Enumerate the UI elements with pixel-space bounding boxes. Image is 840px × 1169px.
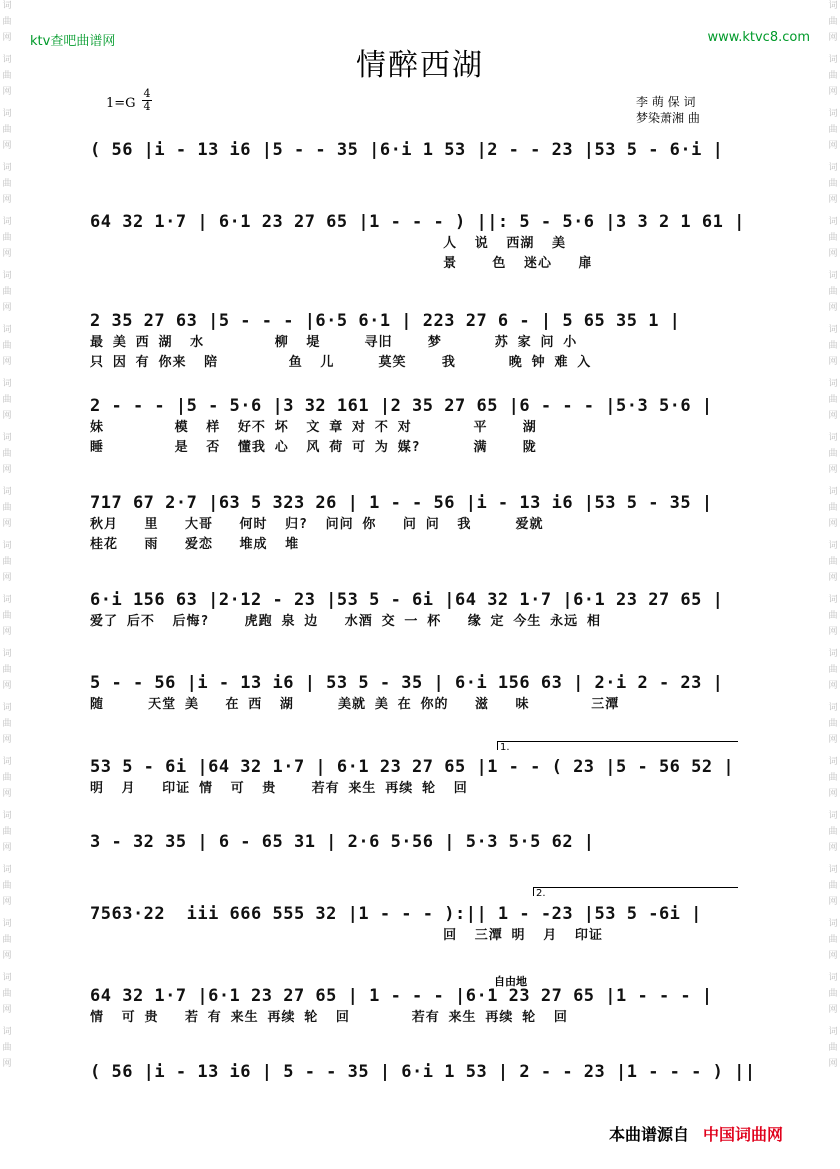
watermark-group: [826, 918, 840, 962]
watermark-group: [826, 648, 840, 692]
watermark-char: 曲: [2, 827, 12, 837]
watermark-char: 曲: [828, 71, 838, 81]
watermark-char: 曲: [2, 881, 12, 891]
watermark-char: 词: [828, 865, 838, 875]
score-system: [90, 904, 750, 944]
watermark-group: [826, 0, 840, 44]
score-system: [90, 493, 750, 553]
watermark-char: 曲: [828, 827, 838, 837]
watermark-char: 曲: [2, 773, 12, 783]
lyric-line: 人 说 西湖 美: [90, 236, 567, 251]
lyric-line: 明 月 印证 情 可 贵 若有 来生 再续 轮 回: [90, 781, 468, 796]
watermark-group: [0, 0, 14, 44]
lyric-line: 景 色 迷心 扉: [90, 256, 593, 271]
watermark-char: 曲: [828, 395, 838, 405]
watermark-char: 词: [2, 541, 12, 551]
watermark-char: 网: [2, 573, 12, 583]
watermark-char: 网: [2, 87, 12, 97]
watermark-char: 词: [828, 757, 838, 767]
watermark-group: [826, 540, 840, 584]
song-title: 情醉西湖: [356, 48, 484, 83]
watermark-group: [0, 864, 14, 908]
watermark-group: [0, 756, 14, 800]
watermark-char: 曲: [2, 287, 12, 297]
notation-line: ( 56 |i - 13 i6 |5 - - 35 |6·i 1 53 |2 - - 23 |53 5 - 6·i |: [90, 140, 724, 160]
watermark-char: 网: [2, 735, 12, 745]
watermark-char: 词: [828, 1, 838, 11]
watermark-char: 曲: [828, 665, 838, 675]
footer-source-label: 本曲谱源自: [609, 1125, 690, 1144]
watermark-char: 词: [2, 433, 12, 443]
lyric-line: 随 天堂 美 在 西 湖 美就 美 在 你的 滋 味 三潭: [90, 697, 620, 712]
watermark-char: 曲: [2, 71, 12, 81]
score-system: [90, 311, 750, 371]
watermark-char: 词: [2, 217, 12, 227]
watermark-char: 词: [828, 325, 838, 335]
watermark-char: 曲: [2, 1043, 12, 1053]
watermark-char: 词: [2, 811, 12, 821]
watermark-char: 词: [2, 649, 12, 659]
watermark-char: 网: [828, 897, 838, 907]
watermark-char: 词: [2, 55, 12, 65]
watermark-char: 网: [2, 195, 12, 205]
watermark-char: 曲: [2, 989, 12, 999]
watermark-char: 曲: [2, 665, 12, 675]
watermark-char: 词: [828, 1027, 838, 1037]
score-system: [90, 832, 750, 852]
watermark-char: 曲: [828, 1043, 838, 1053]
watermark-group: [826, 810, 840, 854]
watermark-char: 网: [2, 627, 12, 637]
watermark-group: [0, 972, 14, 1016]
notation-line: 2 - - - |5 - 5·6 |3 32 161 |2 35 27 65 |6 - - - |5·3 5·6 |: [90, 396, 713, 416]
lyricist: 李 萌 保 词: [636, 95, 696, 109]
watermark-char: 词: [2, 163, 12, 173]
lyric-line: 妹 模 样 好不 坏 文 章 对 不 对 平 湖: [90, 420, 537, 435]
watermark-group: [0, 1026, 14, 1070]
watermark-char: 词: [2, 379, 12, 389]
watermark-char: 曲: [828, 881, 838, 891]
notation-line: 717 67 2·7 |63 5 323 26 | 1 - - 56 |i - 13 i6 |53 5 - 35 |: [90, 493, 713, 513]
watermark-char: 曲: [828, 341, 838, 351]
watermark-char: 网: [828, 1005, 838, 1015]
score-system: [90, 212, 750, 272]
watermark-char: 曲: [2, 17, 12, 27]
watermark-char: 网: [828, 573, 838, 583]
watermark-char: 曲: [2, 611, 12, 621]
score-system: [90, 1062, 756, 1082]
watermark-char: 曲: [2, 341, 12, 351]
watermark-char: 词: [2, 973, 12, 983]
time-signature: [142, 88, 152, 113]
watermark-group: [826, 864, 840, 908]
watermark-char: 曲: [2, 935, 12, 945]
left-watermark-strip: [0, 0, 14, 1169]
watermark-group: [826, 108, 840, 152]
watermark-char: 网: [828, 249, 838, 259]
watermark-char: 网: [828, 357, 838, 367]
watermark-group: [826, 270, 840, 314]
watermark-char: 曲: [828, 125, 838, 135]
watermark-char: 网: [2, 33, 12, 43]
watermark-group: [826, 1026, 840, 1070]
watermark-char: 网: [2, 843, 12, 853]
notation-line: 6·i 156 63 |2·12 - 23 |53 5 - 6i |64 32 1·7 |6·1 23 27 65 |: [90, 590, 724, 610]
first-ending-bracket: [497, 741, 738, 753]
score-system: [90, 140, 750, 160]
watermark-char: 词: [828, 217, 838, 227]
watermark-char: 网: [2, 519, 12, 529]
lyric-line: 秋月 里 大哥 何时 归? 问问 你 问 问 我 爱就: [90, 517, 544, 532]
watermark-char: 网: [828, 627, 838, 637]
watermark-char: 曲: [828, 233, 838, 243]
watermark-char: 词: [2, 757, 12, 767]
notation-line: 3 - 32 35 | 6 - 65 31 | 2·6 5·56 | 5·3 5·5 62 |: [90, 832, 595, 852]
watermark-char: 词: [828, 55, 838, 65]
watermark-char: 词: [2, 271, 12, 281]
notation-line: 64 32 1·7 | 6·1 23 27 65 |1 - - - ) ||: 5 - 5·6 |3 3 2 1 61 |: [90, 212, 745, 232]
watermark-char: 曲: [828, 287, 838, 297]
watermark-char: 曲: [828, 611, 838, 621]
watermark-char: 网: [828, 303, 838, 313]
notation-line: 2 35 27 63 |5 - - - |6·5 6·1 | 223 27 6 - | 5 65 35 1 |: [90, 311, 681, 331]
lyric-line: 桂花 雨 爱恋 堆成 堆: [90, 537, 300, 552]
lyric-line: 情 可 贵 若 有 来生 再续 轮 回 若有 来生 再续 轮 回: [90, 1010, 568, 1025]
watermark-group: [0, 162, 14, 206]
watermark-group: [0, 486, 14, 530]
watermark-char: 曲: [2, 449, 12, 459]
watermark-char: 词: [828, 379, 838, 389]
watermark-char: 网: [2, 411, 12, 421]
notation-line: 53 5 - 6i |64 32 1·7 | 6·1 23 27 65 |1 - - ( 23 |5 - 56 52 |: [90, 757, 735, 777]
watermark-char: 网: [2, 357, 12, 367]
watermark-char: 曲: [828, 935, 838, 945]
watermark-char: 网: [828, 141, 838, 151]
watermark-group: [0, 810, 14, 854]
watermark-group: [0, 324, 14, 368]
watermark-char: 网: [828, 33, 838, 43]
footer-source-brand: 中国词曲网: [703, 1125, 784, 1144]
watermark-char: 词: [828, 649, 838, 659]
watermark-char: 词: [828, 919, 838, 929]
site-url-right: www.ktvc8.com: [707, 30, 810, 45]
watermark-char: 网: [2, 303, 12, 313]
watermark-group: [0, 594, 14, 638]
watermark-char: 网: [828, 951, 838, 961]
watermark-group: [826, 702, 840, 746]
watermark-char: 词: [2, 1, 12, 11]
watermark-char: 词: [828, 487, 838, 497]
footer-source: [609, 1122, 783, 1145]
watermark-char: 词: [2, 865, 12, 875]
watermark-char: 曲: [828, 557, 838, 567]
watermark-char: 词: [2, 595, 12, 605]
watermark-char: 词: [2, 919, 12, 929]
notation-line: 7563·22 iii 666 555 32 |1 - - - ):|| 1 - -23 |53 5 -6i |: [90, 904, 702, 924]
watermark-char: 网: [828, 195, 838, 205]
watermark-char: 网: [828, 411, 838, 421]
site-name-left: ktv查吧曲谱网: [30, 34, 116, 49]
lyric-line: 爱了 后不 后悔? 虎跑 泉 边 水酒 交 一 杯 缘 定 今生 永远 相: [90, 614, 602, 629]
watermark-group: [826, 324, 840, 368]
score-system: [90, 986, 750, 1026]
watermark-group: [0, 108, 14, 152]
watermark-group: [826, 162, 840, 206]
notation-line: 5 - - 56 |i - 13 i6 | 53 5 - 35 | 6·i 156 63 | 2·i 2 - 23 |: [90, 673, 724, 693]
watermark-char: 曲: [2, 719, 12, 729]
first-ending-label: 1.: [500, 742, 510, 753]
watermark-char: 词: [828, 163, 838, 173]
watermark-group: [0, 918, 14, 962]
watermark-char: 曲: [2, 557, 12, 567]
notation-line: ( 56 |i - 13 i6 | 5 - - 35 | 6·i 1 53 | 2 - - 23 |1 - - - ) ||: [90, 1062, 756, 1082]
tempo-mark: 自由地: [494, 975, 527, 988]
notation-line: 64 32 1·7 |6·1 23 27 65 | 1 - - - |6·1 23 27 65 |1 - - - |: [90, 986, 713, 1006]
score-system: [90, 396, 750, 456]
lyric-line: 只 因 有 你来 陪 鱼 儿 莫笑 我 晚 钟 难 入: [90, 355, 592, 370]
watermark-char: 曲: [828, 503, 838, 513]
watermark-char: 曲: [2, 395, 12, 405]
watermark-char: 网: [828, 735, 838, 745]
time-signature-top: 4: [143, 87, 151, 100]
watermark-char: 曲: [2, 503, 12, 513]
key-signature: 1=G: [106, 96, 136, 111]
credits: [636, 94, 700, 126]
watermark-char: 网: [2, 141, 12, 151]
watermark-group: [826, 972, 840, 1016]
watermark-char: 曲: [2, 125, 12, 135]
watermark-group: [0, 216, 14, 260]
watermark-group: [0, 702, 14, 746]
lyric-line: 回 三潭 明 月 印证: [90, 928, 603, 943]
watermark-char: 网: [828, 1059, 838, 1069]
watermark-char: 曲: [828, 449, 838, 459]
watermark-char: 词: [828, 109, 838, 119]
watermark-char: 网: [828, 843, 838, 853]
watermark-char: 曲: [828, 17, 838, 27]
watermark-char: 词: [2, 1027, 12, 1037]
watermark-char: 词: [828, 595, 838, 605]
watermark-group: [0, 540, 14, 584]
composer: 梦染萧湘 曲: [636, 111, 700, 125]
watermark-char: 曲: [828, 179, 838, 189]
score-system: [90, 590, 750, 630]
watermark-char: 网: [2, 1005, 12, 1015]
watermark-char: 网: [828, 789, 838, 799]
watermark-char: 网: [2, 1059, 12, 1069]
watermark-char: 词: [2, 703, 12, 713]
watermark-char: 词: [828, 433, 838, 443]
watermark-char: 词: [2, 109, 12, 119]
watermark-group: [0, 648, 14, 692]
score-system: [90, 673, 750, 713]
second-ending-bracket: [533, 887, 738, 899]
watermark-char: 词: [2, 487, 12, 497]
watermark-char: 网: [828, 519, 838, 529]
watermark-char: 网: [828, 681, 838, 691]
watermark-char: 网: [2, 897, 12, 907]
watermark-char: 词: [828, 271, 838, 281]
watermark-char: 网: [2, 789, 12, 799]
watermark-group: [0, 378, 14, 422]
watermark-group: [0, 432, 14, 476]
watermark-char: 词: [2, 325, 12, 335]
watermark-group: [826, 486, 840, 530]
watermark-char: 网: [2, 681, 12, 691]
watermark-group: [826, 756, 840, 800]
watermark-char: 网: [828, 87, 838, 97]
second-ending-label: 2.: [536, 888, 546, 899]
watermark-char: 词: [828, 541, 838, 551]
watermark-group: [826, 216, 840, 260]
watermark-group: [826, 594, 840, 638]
right-watermark-strip: [826, 0, 840, 1169]
watermark-char: 曲: [828, 989, 838, 999]
watermark-char: 网: [828, 465, 838, 475]
watermark-char: 曲: [2, 233, 12, 243]
watermark-char: 网: [2, 951, 12, 961]
watermark-char: 词: [828, 811, 838, 821]
watermark-char: 词: [828, 703, 838, 713]
lyric-line: 最 美 西 湖 水 柳 堤 寻旧 梦 苏 家 问 小: [90, 335, 578, 350]
watermark-char: 词: [828, 973, 838, 983]
watermark-char: 曲: [2, 179, 12, 189]
time-signature-bottom: 4: [143, 100, 151, 113]
lyric-line: 睡 是 否 懂我 心 风 荷 可 为 媒? 满 陇: [90, 440, 537, 455]
watermark-char: 曲: [828, 773, 838, 783]
watermark-group: [826, 378, 840, 422]
watermark-group: [826, 432, 840, 476]
watermark-char: 网: [2, 465, 12, 475]
score-system: [90, 757, 750, 797]
watermark-group: [0, 270, 14, 314]
watermark-char: 网: [2, 249, 12, 259]
watermark-char: 曲: [828, 719, 838, 729]
